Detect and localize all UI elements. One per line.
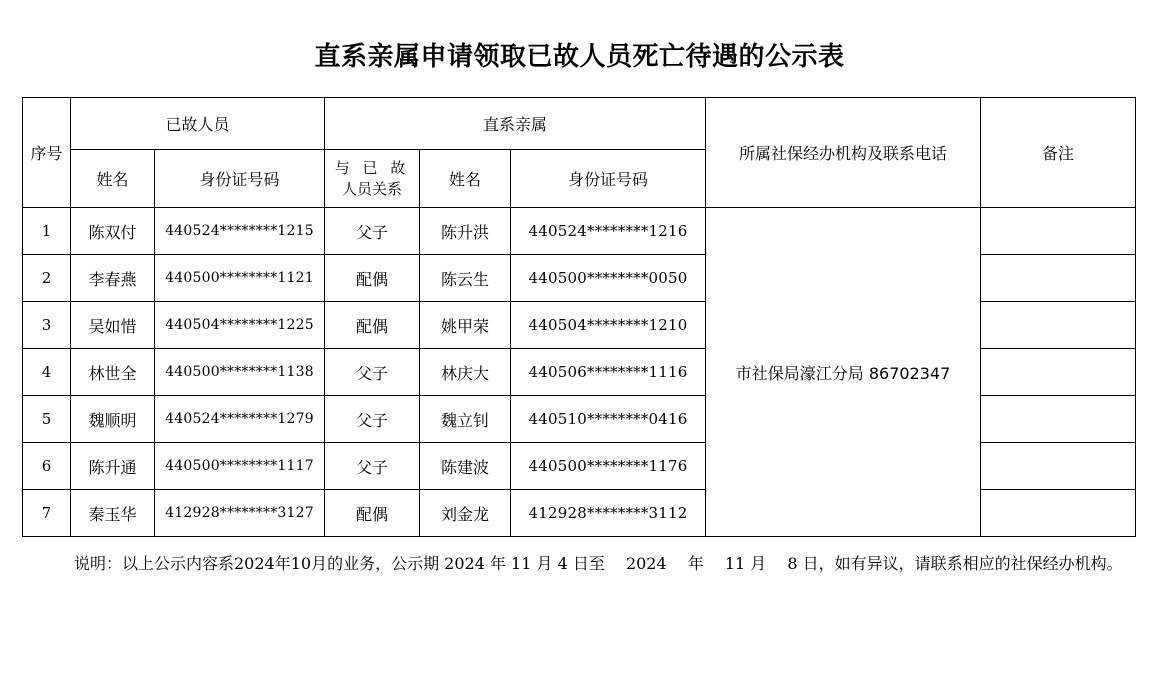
cell-relative-id: 440504********1210 xyxy=(511,302,706,349)
cell-relative-id: 440524********1216 xyxy=(511,208,706,255)
cell-remark xyxy=(981,443,1136,490)
cell-relative-id: 440500********1176 xyxy=(511,443,706,490)
cell-relative-id: 440506********1116 xyxy=(511,349,706,396)
cell-remark xyxy=(981,208,1136,255)
cell-deceased-name: 吴如惜 xyxy=(71,302,155,349)
cell-relation: 配偶 xyxy=(325,255,420,302)
cell-relative-name: 林庆大 xyxy=(420,349,511,396)
header-relative-id: 身份证号码 xyxy=(511,150,706,208)
notice-table xyxy=(22,97,1136,537)
header-agency: 所属社保经办机构及联系电话 xyxy=(706,98,981,208)
cell-deceased-name: 魏顺明 xyxy=(71,396,155,443)
cell-agency: 市社保局濠江分局 86702347 xyxy=(706,208,981,537)
cell-deceased-name: 秦玉华 xyxy=(71,490,155,537)
cell-deceased-id: 412928********3127 xyxy=(155,490,325,537)
cell-seq: 6 xyxy=(23,443,71,490)
header-relatives-group: 直系亲属 xyxy=(325,98,706,150)
cell-relative-name: 刘金龙 xyxy=(420,490,511,537)
page-title: 直系亲属申请领取已故人员死亡待遇的公示表 xyxy=(314,42,845,72)
cell-relation: 父子 xyxy=(325,443,420,490)
footnote: 说明：以上公示内容系2024年10月的业务，公示期 2024 年 11 月 4 日至 2024 年 11 月 8 日，如有异议，请联系相应的社保经办机构。 xyxy=(74,554,1123,573)
cell-seq: 7 xyxy=(23,490,71,537)
cell-seq: 1 xyxy=(23,208,71,255)
header-deceased-group: 已故人员 xyxy=(71,98,325,150)
cell-relative-name: 魏立钊 xyxy=(420,396,511,443)
cell-remark xyxy=(981,396,1136,443)
cell-remark xyxy=(981,349,1136,396)
header-relative-name: 姓名 xyxy=(420,150,511,208)
cell-relative-id: 440510********0416 xyxy=(511,396,706,443)
cell-remark xyxy=(981,490,1136,537)
cell-relative-name: 姚甲荣 xyxy=(420,302,511,349)
cell-relation: 配偶 xyxy=(325,302,420,349)
cell-seq: 4 xyxy=(23,349,71,396)
cell-deceased-name: 陈双付 xyxy=(71,208,155,255)
cell-deceased-id: 440524********1215 xyxy=(155,208,325,255)
cell-remark xyxy=(981,302,1136,349)
cell-deceased-name: 林世全 xyxy=(71,349,155,396)
cell-remark xyxy=(981,255,1136,302)
cell-deceased-id: 440500********1121 xyxy=(155,255,325,302)
cell-relative-name: 陈云生 xyxy=(420,255,511,302)
cell-relation: 父子 xyxy=(325,208,420,255)
cell-relative-name: 陈建波 xyxy=(420,443,511,490)
cell-deceased-id: 440500********1138 xyxy=(155,349,325,396)
header-relation xyxy=(325,150,420,208)
header-remarks: 备注 xyxy=(981,98,1136,208)
header-deceased-id: 身份证号码 xyxy=(155,150,325,208)
cell-deceased-id: 440524********1279 xyxy=(155,396,325,443)
cell-seq: 5 xyxy=(23,396,71,443)
cell-relation: 父子 xyxy=(325,349,420,396)
cell-relation: 父子 xyxy=(325,396,420,443)
header-relation-line1: 与 已 故 xyxy=(334,158,410,177)
header-seq: 序号 xyxy=(23,98,71,208)
table-row xyxy=(23,208,1136,255)
cell-deceased-id: 440500********1117 xyxy=(155,443,325,490)
cell-seq: 3 xyxy=(23,302,71,349)
cell-seq: 2 xyxy=(23,255,71,302)
cell-deceased-id: 440504********1225 xyxy=(155,302,325,349)
cell-relative-name: 陈升洪 xyxy=(420,208,511,255)
header-relation-line2: 人员关系 xyxy=(342,179,403,198)
cell-deceased-name: 陈升通 xyxy=(71,443,155,490)
cell-relation: 配偶 xyxy=(325,490,420,537)
cell-deceased-name: 李春燕 xyxy=(71,255,155,302)
cell-relative-id: 440500********0050 xyxy=(511,255,706,302)
header-deceased-name: 姓名 xyxy=(71,150,155,208)
cell-relative-id: 412928********3112 xyxy=(511,490,706,537)
